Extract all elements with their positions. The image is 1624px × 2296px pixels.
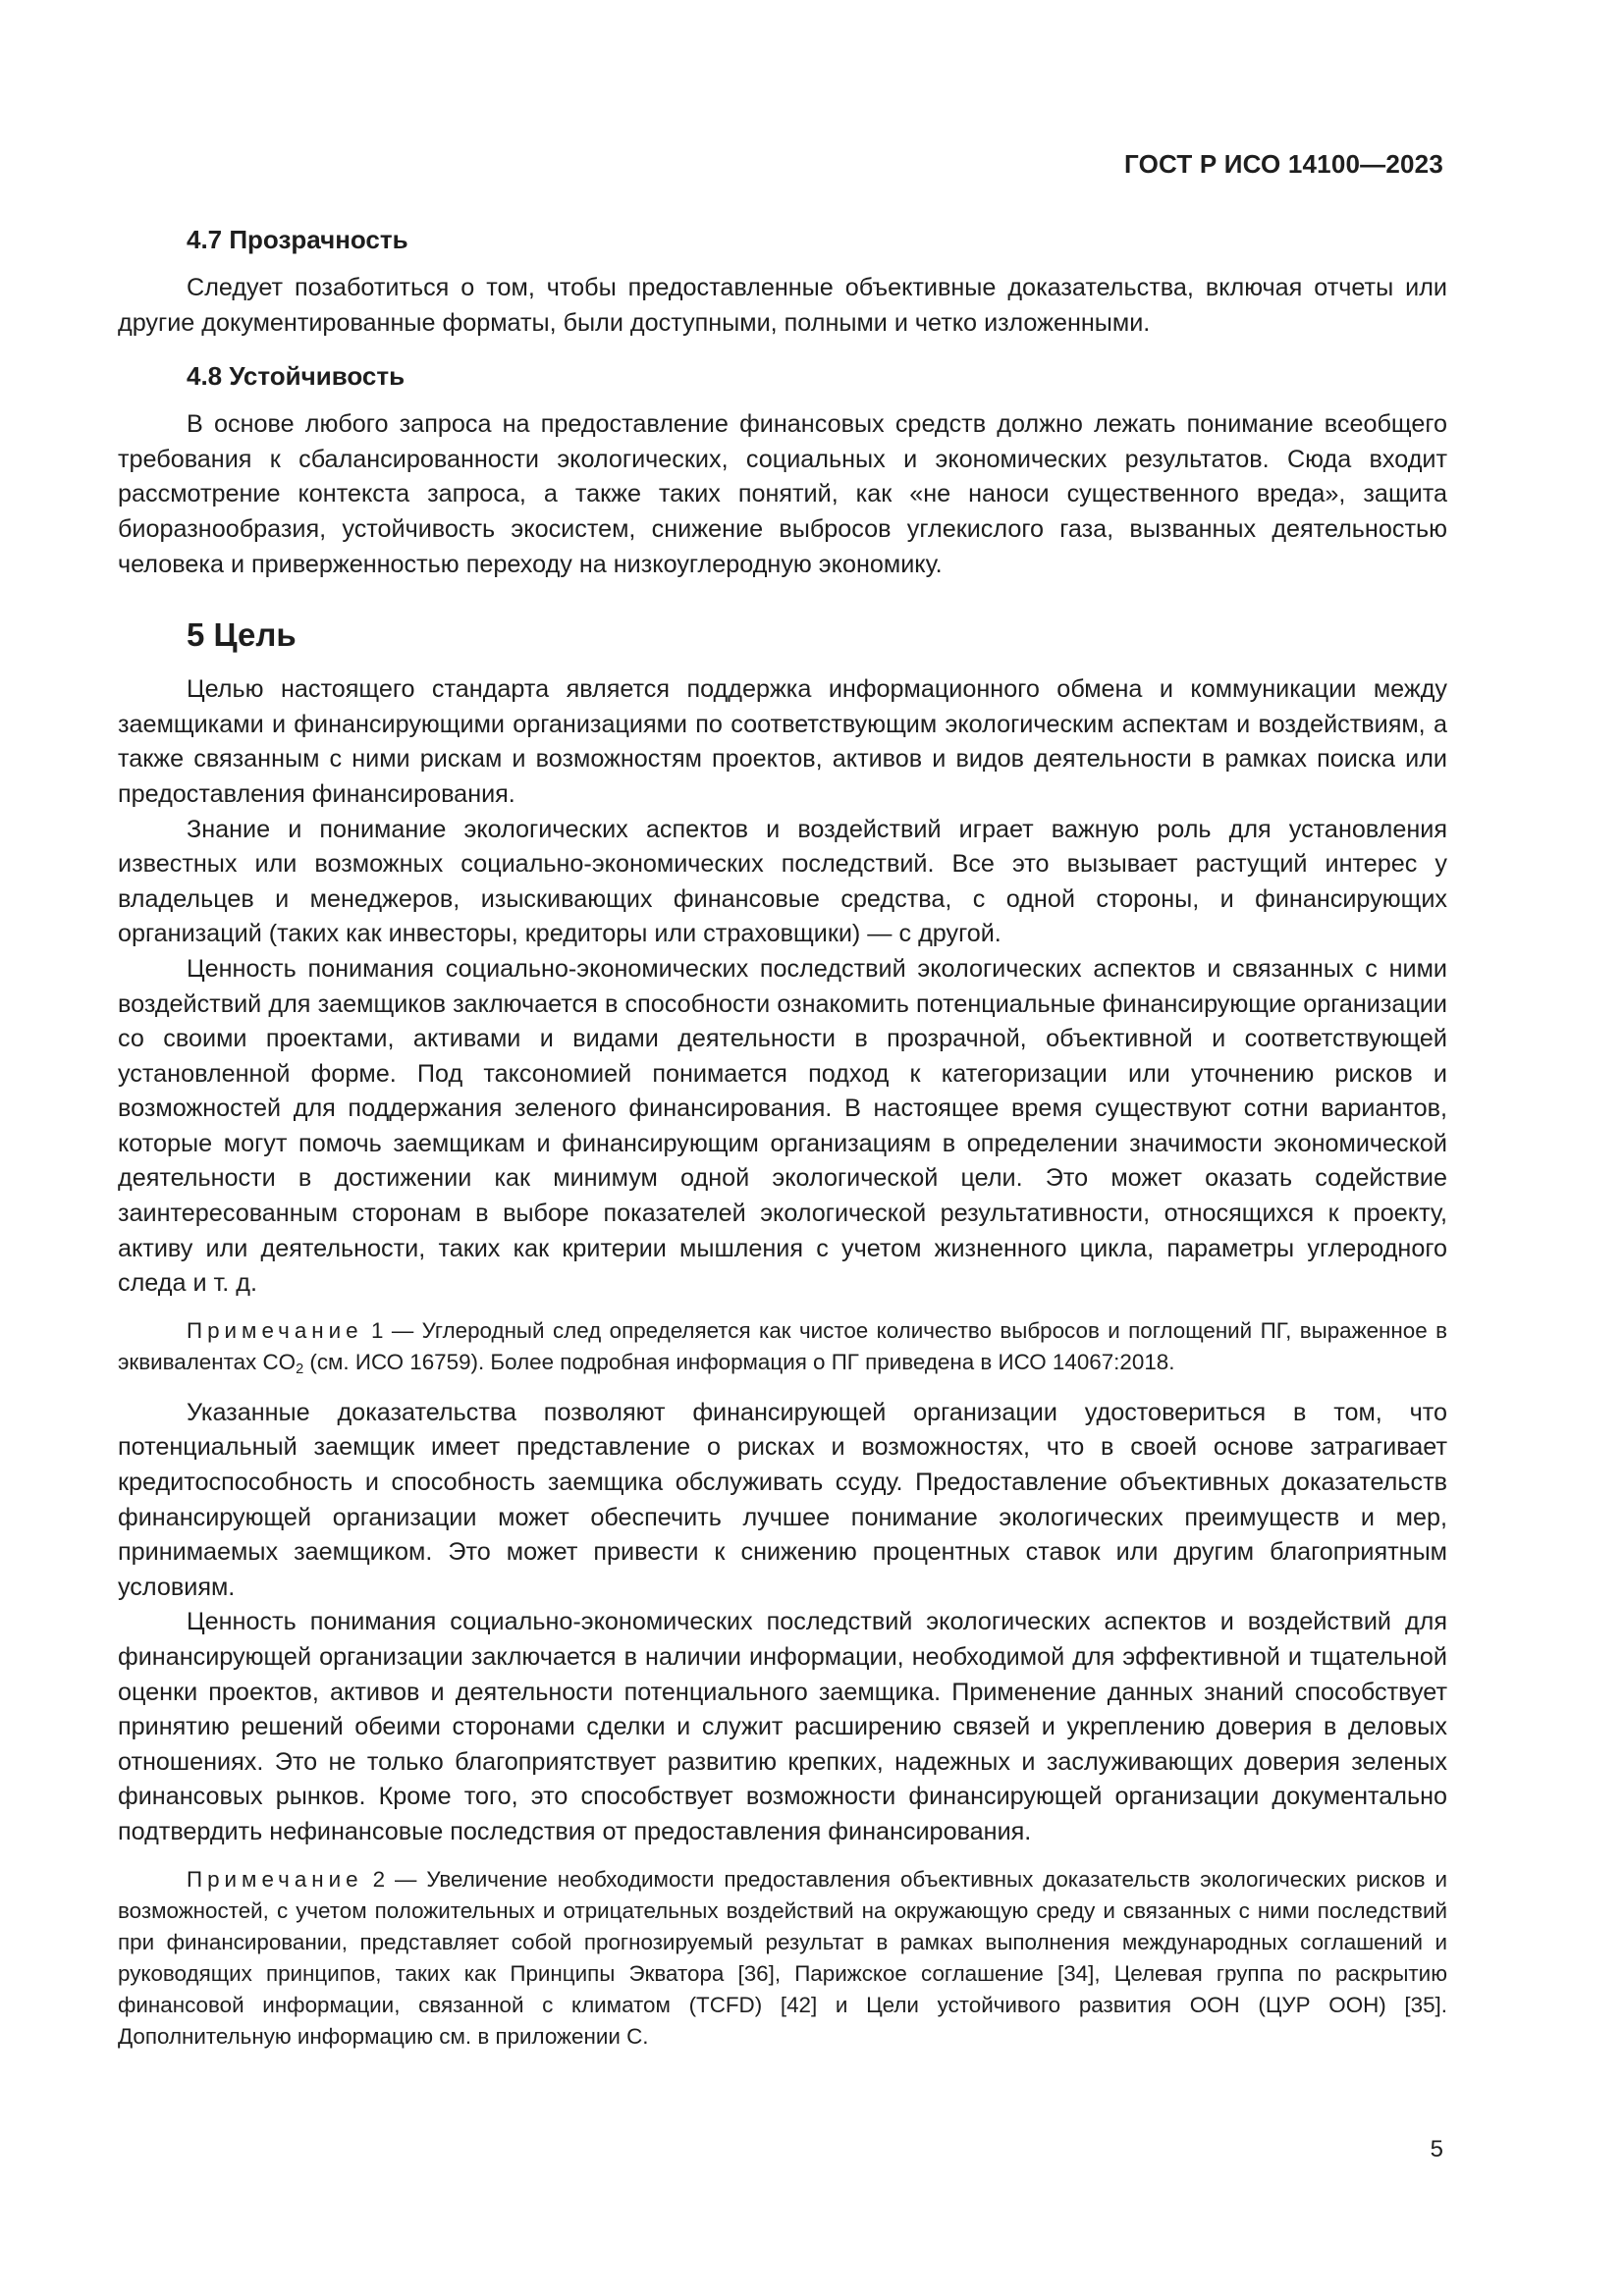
standard-header: ГОСТ Р ИСО 14100—2023	[1123, 149, 1443, 179]
page-number: 5	[1430, 2136, 1443, 2163]
section-5-paragraph-5: Ценность понимания социально-экономических последствий экологических аспектов и воздействий для финансирующей организации заключается в наличии информации, необходимой для эффективной и тщательной оценки проектов, активов и деятельности потенциального заемщика. Применение данных знаний способствует принятию решений обеими сторонами сделки и служит расширению связей и укреплению доверия в деловых отношениях. Это не только благоприятствует развитию крепких, надежных и заслуживающих доверия зеленых финансовых рынков. Кроме того, это способствует возможности финансирующей организации документально подтвердить нефинансовые последствия от предоставления финансирования.	[118, 1608, 1447, 1845]
note-2-label: Примечание	[187, 1866, 363, 1892]
note-1-label: Примечание	[187, 1317, 363, 1343]
section-5-paragraph-4: Указанные доказательства позволяют финансирующей организации удостовериться в том, что потенциальный заемщик имеет представление о рисках и возможностях, что в своей основе затрагивает кредитоспособность и способность заемщика обслуживать ссуду. Предоставление объективных доказательств финансирующей организации может обеспечить лучшее понимание экологических преимуществ и мер, принимаемых заемщиком. Это может привести к снижению процентных ставок или другим благоприятным условиям.	[118, 1398, 1447, 1601]
section-4-7-paragraph: Следует позаботиться о том, чтобы предоставленные объективные доказательства, включая отчеты или другие документированные форматы, были доступными, полными и четко изложенными.	[118, 274, 1447, 337]
note-1-text-start: 1 — Углеродный след определяется как чистое количество выбросов и поглощений ПГ, выраженное в эквивалентах CO	[118, 1317, 1447, 1374]
spacer	[118, 341, 1447, 358]
note-2	[118, 1864, 1447, 2053]
section-5-heading: 5 Цель	[187, 616, 297, 654]
section-4-7-heading: 4.7 Прозрачность	[187, 225, 408, 254]
note-2-text: 2 — Увеличение необходимости предоставления объективных доказательств экологических рисков и возможностей, с учетом положительных и отрицательных воздействий на окружающую среду и связанных с ними последствий при финансировании, представляет собой прогнозируемый результат в рамках выполнения международных соглашений и руководящих принципов, таких как Принципы Экватора [36], Парижское соглашение [34], Целевая группа по раскрытию финансовой информации, связанной с климатом (TCFD) [42] и Цели устойчивого развития ООН (ЦУР ООН) [35]. Дополнительную информацию см. в приложении С.	[118, 1866, 1447, 2049]
section-5-paragraph-2: Знание и понимание экологических аспектов и воздействий играет важную роль для установления известных или возможных социально-экономических последствий. Все это вызывает растущий интерес у владельцев и менеджеров, изыскивающих финансовые средства, с одной стороны, и финансирующих организаций (таких как инвесторы, кредиторы или страховщики) — с другой.	[118, 815, 1447, 948]
section-5-paragraph-3: Ценность понимания социально-экономических последствий экологических аспектов и связанных с ними воздействий для заемщиков заключается в способности ознакомить потенциальные финансирующие организации со своими проектами, активами и видами деятельности в прозрачной, объективной и соответствующей установленной форме. Под таксономией понимается подход к категоризации или уточнению рисков и возможностей для поддержания зеленого финансирования. В настоящее время существуют сотни вариантов, которые могут помочь заемщикам и финансирующим организациям в определении значимости экономической деятельности в достижении как минимум одной экологической цели. Это может оказать содействие заинтересованным сторонам в выборе показателей экологической результативности, относящихся к проекту, активу или деятельности, таких как критерии мышления с учетом жизненного цикла, параметры углеродного следа и т. д.	[118, 954, 1447, 1298]
note-1-text-end: (см. ИСО 16759). Более подробная информация о ПГ приведена в ИСО 14067:2018.	[303, 1349, 1175, 1374]
page-content	[118, 222, 1447, 2070]
note-1-subscript: 2	[296, 1361, 304, 1377]
section-5-paragraph-1: Целью настоящего стандарта является поддержка информационного обмена и коммуникации между заемщиками и финансирующими организациями по соответствующим экологическим аспектам и воздействиям, а также связанным с ними рискам и возможностям проектов, активов и видов деятельности в рамках поиска или предоставления финансирования.	[118, 675, 1447, 808]
section-4-8-paragraph: В основе любого запроса на предоставление финансовых средств должно лежать понимание всеобщего требования к сбалансированности экологических, социальных и экономических результатов. Сюда входит рассмотрение контекста запроса, а также таких понятий, как «не наноси существенного вреда», защита биоразнообразия, устойчивость экосистем, снижение выбросов углекислого газа, вызванных деятельностью человека и приверженностью переходу на низкоуглеродную экономику.	[118, 410, 1447, 578]
note-1	[118, 1315, 1447, 1378]
section-4-8-heading: 4.8 Устойчивость	[187, 361, 406, 392]
